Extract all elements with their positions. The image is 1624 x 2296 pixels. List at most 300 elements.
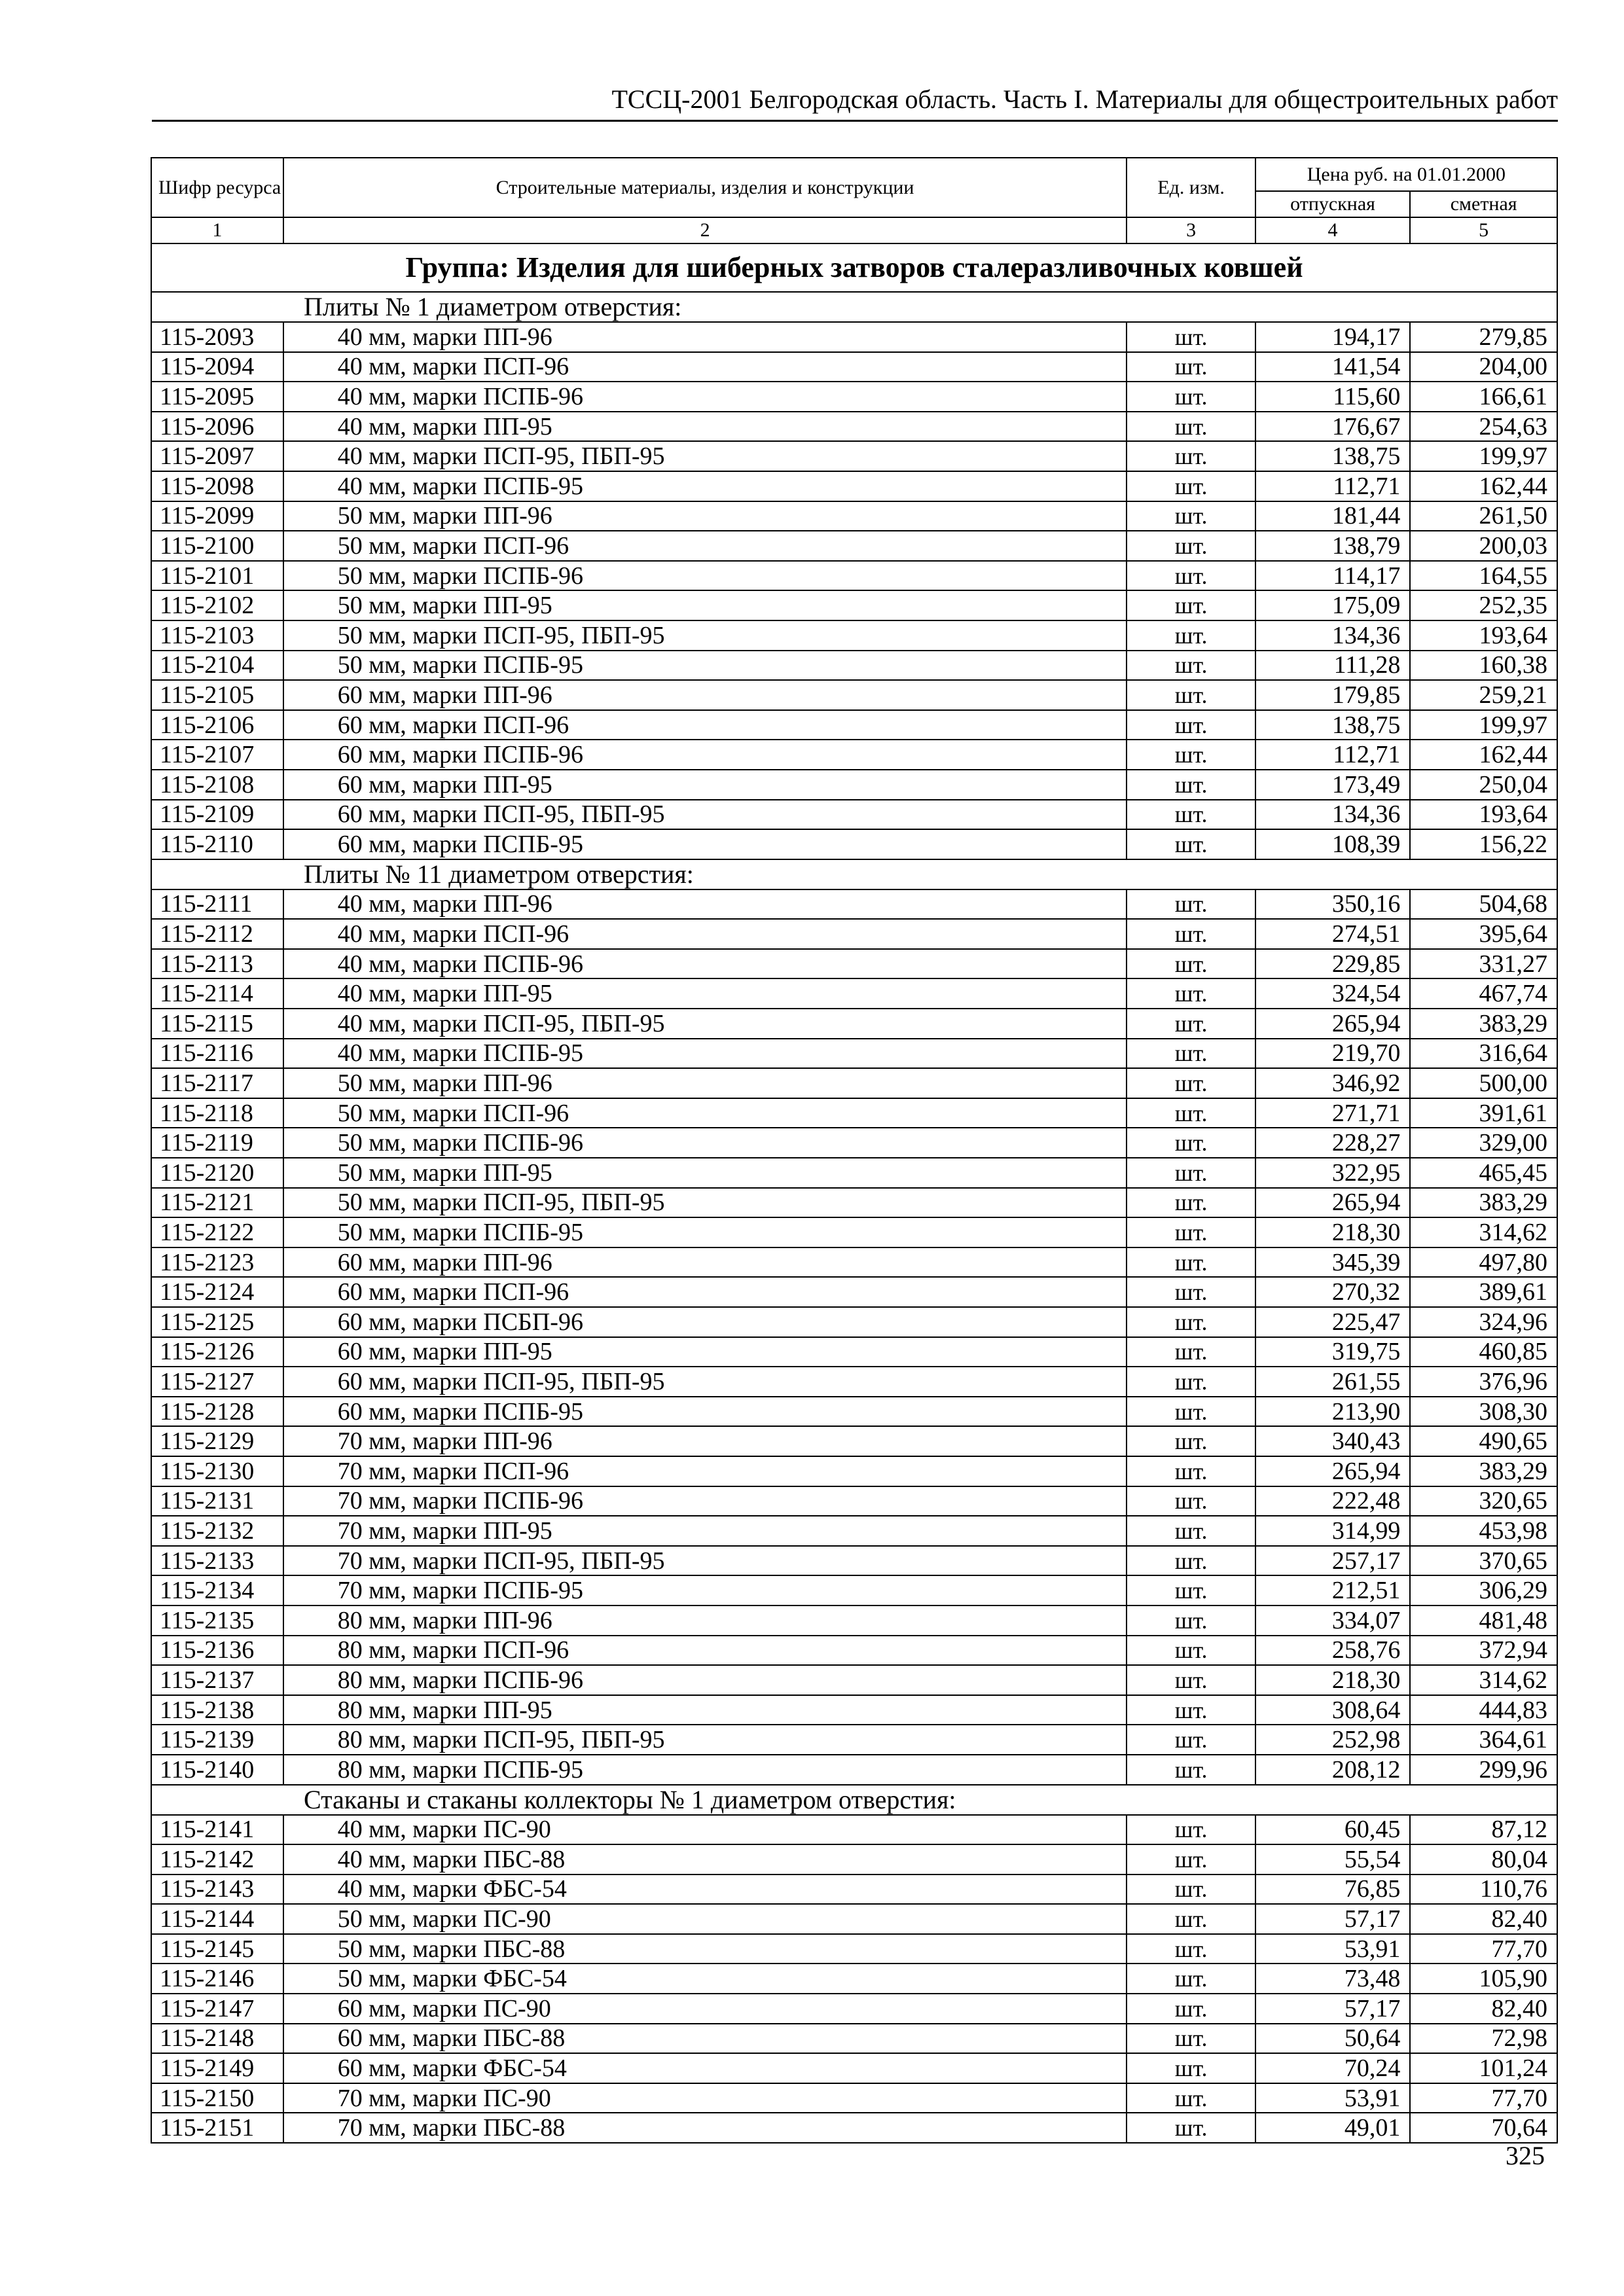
- material-name: 40 мм, марки ФБС-54: [283, 1874, 1127, 1905]
- unit-cell: шт.: [1127, 1605, 1255, 1636]
- material-name: 50 мм, марки ПСП-96: [283, 531, 1127, 561]
- table-row: [151, 471, 1557, 501]
- release-price: 53,91: [1255, 1934, 1411, 1964]
- release-price: 176,67: [1255, 412, 1411, 442]
- resource-code: 115-2106: [151, 710, 283, 740]
- header-release-price: отпускная: [1255, 191, 1411, 217]
- release-price: 345,39: [1255, 1247, 1411, 1278]
- table-row: [151, 382, 1557, 412]
- material-name: 60 мм, марки ПП-96: [283, 680, 1127, 710]
- material-name: 70 мм, марки ПСП-95, ПБП-95: [283, 1546, 1127, 1576]
- table-row: [151, 1755, 1557, 1785]
- material-name: 50 мм, марки ПСПБ-96: [283, 1128, 1127, 1158]
- unit-cell: шт.: [1127, 1815, 1255, 1845]
- unit-cell: шт.: [1127, 1516, 1255, 1546]
- estimate-price: 504,68: [1410, 889, 1557, 920]
- estimate-price: 259,21: [1410, 680, 1557, 710]
- unit-cell: шт.: [1127, 561, 1255, 591]
- estimate-price: 156,22: [1410, 829, 1557, 859]
- release-price: 134,36: [1255, 620, 1411, 651]
- header-title: ТССЦ-2001 Белгородская область. Часть I. Материалы для общестроительных работ: [611, 84, 1558, 114]
- table-row: [151, 1277, 1557, 1307]
- material-name: 80 мм, марки ПП-96: [283, 1605, 1127, 1636]
- material-name: 60 мм, марки ФБС-54: [283, 2053, 1127, 2083]
- estimate-price: 70,64: [1410, 2113, 1557, 2143]
- price-table: [151, 157, 1558, 2144]
- resource-code: 115-2150: [151, 2083, 283, 2113]
- resource-code: 115-2140: [151, 1755, 283, 1785]
- material-name: 70 мм, марки ПБС-88: [283, 2113, 1127, 2143]
- unit-cell: шт.: [1127, 651, 1255, 681]
- resource-code: 115-2115: [151, 1009, 283, 1039]
- material-name: 60 мм, марки ПСП-96: [283, 710, 1127, 740]
- material-name: 50 мм, марки ПСПБ-96: [283, 561, 1127, 591]
- resource-code: 115-2097: [151, 441, 283, 471]
- material-name: 60 мм, марки ПСБП-96: [283, 1307, 1127, 1337]
- unit-cell: шт.: [1127, 919, 1255, 949]
- release-price: 179,85: [1255, 680, 1411, 710]
- release-price: 208,12: [1255, 1755, 1411, 1785]
- release-price: 111,28: [1255, 651, 1411, 681]
- unit-cell: шт.: [1127, 1307, 1255, 1337]
- resource-code: 115-2151: [151, 2113, 283, 2143]
- estimate-price: 193,64: [1410, 800, 1557, 830]
- section-row: [151, 292, 1557, 322]
- table-row: [151, 1994, 1557, 2024]
- release-price: 138,75: [1255, 710, 1411, 740]
- resource-code: 115-2109: [151, 800, 283, 830]
- column-numbers-row: [151, 217, 1557, 243]
- resource-code: 115-2096: [151, 412, 283, 442]
- unit-cell: шт.: [1127, 1009, 1255, 1039]
- release-price: 57,17: [1255, 1994, 1411, 2024]
- page-number: 325: [1506, 2141, 1545, 2170]
- resource-code: 115-2143: [151, 1874, 283, 1905]
- estimate-price: 391,61: [1410, 1098, 1557, 1128]
- resource-code: 115-2104: [151, 651, 283, 681]
- release-price: 322,95: [1255, 1158, 1411, 1188]
- unit-cell: шт.: [1127, 1904, 1255, 1934]
- unit-cell: шт.: [1127, 1426, 1255, 1456]
- resource-code: 115-2133: [151, 1546, 283, 1576]
- release-price: 55,54: [1255, 1844, 1411, 1874]
- material-name: 70 мм, марки ПП-95: [283, 1516, 1127, 1546]
- estimate-price: 110,76: [1410, 1874, 1557, 1905]
- table-row: [151, 651, 1557, 681]
- material-name: 80 мм, марки ПСПБ-95: [283, 1755, 1127, 1785]
- unit-cell: шт.: [1127, 1158, 1255, 1188]
- resource-code: 115-2135: [151, 1605, 283, 1636]
- material-name: 80 мм, марки ПСП-95, ПБП-95: [283, 1725, 1127, 1755]
- unit-cell: шт.: [1127, 1277, 1255, 1307]
- estimate-price: 80,04: [1410, 1844, 1557, 1874]
- table-row: [151, 2053, 1557, 2083]
- release-price: 70,24: [1255, 2053, 1411, 2083]
- table-row: [151, 2113, 1557, 2143]
- release-price: 115,60: [1255, 382, 1411, 412]
- resource-code: 115-2121: [151, 1188, 283, 1218]
- table-header-row: [151, 158, 1557, 191]
- unit-cell: шт.: [1127, 1546, 1255, 1576]
- unit-cell: шт.: [1127, 382, 1255, 412]
- unit-cell: шт.: [1127, 800, 1255, 830]
- unit-cell: шт.: [1127, 322, 1255, 352]
- table-row: [151, 919, 1557, 949]
- material-name: 60 мм, марки ПСПБ-95: [283, 1397, 1127, 1427]
- table-row: [151, 1964, 1557, 1994]
- resource-code: 115-2137: [151, 1665, 283, 1695]
- estimate-price: 331,27: [1410, 949, 1557, 979]
- release-price: 334,07: [1255, 1605, 1411, 1636]
- release-price: 261,55: [1255, 1367, 1411, 1397]
- estimate-price: 467,74: [1410, 978, 1557, 1009]
- table-row: [151, 412, 1557, 442]
- release-price: 60,45: [1255, 1815, 1411, 1845]
- material-name: 50 мм, марки ПСП-95, ПБП-95: [283, 620, 1127, 651]
- section-row: [151, 1785, 1557, 1815]
- resource-code: 115-2129: [151, 1426, 283, 1456]
- resource-code: 115-2131: [151, 1486, 283, 1516]
- material-name: 70 мм, марки ПС-90: [283, 2083, 1127, 2113]
- unit-cell: шт.: [1127, 1725, 1255, 1755]
- material-name: 40 мм, марки ПП-95: [283, 978, 1127, 1009]
- material-name: 50 мм, марки ПП-95: [283, 1158, 1127, 1188]
- table-row: [151, 1456, 1557, 1486]
- material-name: 60 мм, марки ПСПБ-96: [283, 740, 1127, 770]
- section-label: Стаканы и стаканы коллекторы № 1 диаметром отверстия:: [151, 1785, 1557, 1815]
- material-name: 60 мм, марки ПСП-95, ПБП-95: [283, 1367, 1127, 1397]
- unit-cell: шт.: [1127, 2024, 1255, 2054]
- resource-code: 115-2149: [151, 2053, 283, 2083]
- estimate-price: 252,35: [1410, 590, 1557, 620]
- column-number: 2: [283, 217, 1127, 243]
- estimate-price: 77,70: [1410, 2083, 1557, 2113]
- table-row: [151, 1217, 1557, 1247]
- estimate-price: 166,61: [1410, 382, 1557, 412]
- table-row: [151, 322, 1557, 352]
- header-name: Строительные материалы, изделия и конструкции: [283, 158, 1127, 217]
- release-price: 212,51: [1255, 1575, 1411, 1605]
- resource-code: 115-2124: [151, 1277, 283, 1307]
- resource-code: 115-2123: [151, 1247, 283, 1278]
- unit-cell: шт.: [1127, 1188, 1255, 1218]
- material-name: 40 мм, марки ПСП-95, ПБП-95: [283, 441, 1127, 471]
- unit-cell: шт.: [1127, 1098, 1255, 1128]
- table-row: [151, 561, 1557, 591]
- material-name: 40 мм, марки ПС-90: [283, 1815, 1127, 1845]
- unit-cell: шт.: [1127, 978, 1255, 1009]
- table-row: [151, 1695, 1557, 1725]
- table-row: [151, 680, 1557, 710]
- unit-cell: шт.: [1127, 1665, 1255, 1695]
- resource-code: 115-2132: [151, 1516, 283, 1546]
- estimate-price: 162,44: [1410, 471, 1557, 501]
- release-price: 173,49: [1255, 770, 1411, 800]
- resource-code: 115-2138: [151, 1695, 283, 1725]
- table-row: [151, 1098, 1557, 1128]
- resource-code: 115-2134: [151, 1575, 283, 1605]
- header-unit: Ед. изм.: [1127, 158, 1255, 217]
- unit-cell: шт.: [1127, 1068, 1255, 1098]
- estimate-price: 383,29: [1410, 1009, 1557, 1039]
- unit-cell: шт.: [1127, 1217, 1255, 1247]
- material-name: 70 мм, марки ПСПБ-95: [283, 1575, 1127, 1605]
- resource-code: 115-2108: [151, 770, 283, 800]
- unit-cell: шт.: [1127, 680, 1255, 710]
- release-price: 219,70: [1255, 1039, 1411, 1069]
- material-name: 80 мм, марки ПП-95: [283, 1695, 1127, 1725]
- table-row: [151, 1367, 1557, 1397]
- column-number: 3: [1127, 217, 1255, 243]
- resource-code: 115-2113: [151, 949, 283, 979]
- estimate-price: 314,62: [1410, 1217, 1557, 1247]
- unit-cell: шт.: [1127, 2113, 1255, 2143]
- unit-cell: шт.: [1127, 770, 1255, 800]
- resource-code: 115-2095: [151, 382, 283, 412]
- estimate-price: 105,90: [1410, 1964, 1557, 1994]
- unit-cell: шт.: [1127, 441, 1255, 471]
- section-label: Плиты № 1 диаметром отверстия:: [151, 292, 1557, 322]
- table-row: [151, 1904, 1557, 1934]
- release-price: 308,64: [1255, 1695, 1411, 1725]
- release-price: 324,54: [1255, 978, 1411, 1009]
- release-price: 53,91: [1255, 2083, 1411, 2113]
- material-name: 60 мм, марки ПСПБ-95: [283, 829, 1127, 859]
- material-name: 50 мм, марки ПСПБ-95: [283, 651, 1127, 681]
- table-row: [151, 1337, 1557, 1367]
- unit-cell: шт.: [1127, 1755, 1255, 1785]
- unit-cell: шт.: [1127, 1695, 1255, 1725]
- release-price: 258,76: [1255, 1636, 1411, 1666]
- material-name: 40 мм, марки ПБС-88: [283, 1844, 1127, 1874]
- release-price: 252,98: [1255, 1725, 1411, 1755]
- unit-cell: шт.: [1127, 531, 1255, 561]
- table-row: [151, 1068, 1557, 1098]
- material-name: 70 мм, марки ПП-96: [283, 1426, 1127, 1456]
- material-name: 50 мм, марки ПП-96: [283, 1068, 1127, 1098]
- resource-code: 115-2112: [151, 919, 283, 949]
- material-name: 50 мм, марки ФБС-54: [283, 1964, 1127, 1994]
- material-name: 80 мм, марки ПСП-96: [283, 1636, 1127, 1666]
- unit-cell: шт.: [1127, 471, 1255, 501]
- estimate-price: 306,29: [1410, 1575, 1557, 1605]
- unit-cell: шт.: [1127, 1934, 1255, 1964]
- estimate-price: 453,98: [1410, 1516, 1557, 1546]
- release-price: 271,71: [1255, 1098, 1411, 1128]
- unit-cell: шт.: [1127, 1128, 1255, 1158]
- estimate-price: 329,00: [1410, 1128, 1557, 1158]
- material-name: 40 мм, марки ПП-95: [283, 412, 1127, 442]
- release-price: 112,71: [1255, 471, 1411, 501]
- table-row: [151, 1009, 1557, 1039]
- table-row: [151, 352, 1557, 382]
- release-price: 73,48: [1255, 1964, 1411, 1994]
- material-name: 40 мм, марки ПСП-96: [283, 352, 1127, 382]
- resource-code: 115-2102: [151, 590, 283, 620]
- resource-code: 115-2110: [151, 829, 283, 859]
- unit-cell: шт.: [1127, 1367, 1255, 1397]
- estimate-price: 314,62: [1410, 1665, 1557, 1695]
- release-price: 225,47: [1255, 1307, 1411, 1337]
- estimate-price: 199,97: [1410, 441, 1557, 471]
- material-name: 50 мм, марки ПС-90: [283, 1904, 1127, 1934]
- estimate-price: 497,80: [1410, 1247, 1557, 1278]
- group-title: Группа: Изделия для шиберных затворов сталеразливочных ковшей: [151, 243, 1557, 292]
- estimate-price: 199,97: [1410, 710, 1557, 740]
- estimate-price: 370,65: [1410, 1546, 1557, 1576]
- unit-cell: шт.: [1127, 1994, 1255, 2024]
- release-price: 270,32: [1255, 1277, 1411, 1307]
- release-price: 175,09: [1255, 590, 1411, 620]
- resource-code: 115-2142: [151, 1844, 283, 1874]
- unit-cell: шт.: [1127, 501, 1255, 531]
- table-row: [151, 1039, 1557, 1069]
- unit-cell: шт.: [1127, 2083, 1255, 2113]
- material-name: 50 мм, марки ПБС-88: [283, 1934, 1127, 1964]
- release-price: 134,36: [1255, 800, 1411, 830]
- release-price: 346,92: [1255, 1068, 1411, 1098]
- table-row: [151, 770, 1557, 800]
- section-row: [151, 859, 1557, 889]
- resource-code: 115-2144: [151, 1904, 283, 1934]
- resource-code: 115-2122: [151, 1217, 283, 1247]
- estimate-price: 490,65: [1410, 1426, 1557, 1456]
- release-price: 49,01: [1255, 2113, 1411, 2143]
- estimate-price: 481,48: [1410, 1605, 1557, 1636]
- resource-code: 115-2148: [151, 2024, 283, 2054]
- table-row: [151, 1665, 1557, 1695]
- material-name: 60 мм, марки ПСП-95, ПБП-95: [283, 800, 1127, 830]
- column-number: 4: [1255, 217, 1411, 243]
- table-row: [151, 590, 1557, 620]
- table-row: [151, 1934, 1557, 1964]
- release-price: 228,27: [1255, 1128, 1411, 1158]
- release-price: 138,75: [1255, 441, 1411, 471]
- resource-code: 115-2107: [151, 740, 283, 770]
- table-row: [151, 2024, 1557, 2054]
- unit-cell: шт.: [1127, 1636, 1255, 1666]
- resource-code: 115-2146: [151, 1964, 283, 1994]
- unit-cell: шт.: [1127, 620, 1255, 651]
- resource-code: 115-2145: [151, 1934, 283, 1964]
- resource-code: 115-2118: [151, 1098, 283, 1128]
- unit-cell: шт.: [1127, 1844, 1255, 1874]
- estimate-price: 395,64: [1410, 919, 1557, 949]
- resource-code: 115-2119: [151, 1128, 283, 1158]
- resource-code: 115-2128: [151, 1397, 283, 1427]
- header-estimate-price: сметная: [1410, 191, 1557, 217]
- unit-cell: шт.: [1127, 1456, 1255, 1486]
- running-header: [152, 81, 1558, 122]
- release-price: 218,30: [1255, 1217, 1411, 1247]
- release-price: 141,54: [1255, 352, 1411, 382]
- material-name: 40 мм, марки ПСПБ-96: [283, 949, 1127, 979]
- resource-code: 115-2098: [151, 471, 283, 501]
- estimate-price: 77,70: [1410, 1934, 1557, 1964]
- table-row: [151, 800, 1557, 830]
- material-name: 60 мм, марки ПС-90: [283, 1994, 1127, 2024]
- estimate-price: 200,03: [1410, 531, 1557, 561]
- estimate-price: 308,30: [1410, 1397, 1557, 1427]
- resource-code: 115-2101: [151, 561, 283, 591]
- material-name: 50 мм, марки ПСП-96: [283, 1098, 1127, 1128]
- material-name: 80 мм, марки ПСПБ-96: [283, 1665, 1127, 1695]
- resource-code: 115-2130: [151, 1456, 283, 1486]
- unit-cell: шт.: [1127, 1486, 1255, 1516]
- estimate-price: 82,40: [1410, 1994, 1557, 2024]
- column-number: 1: [151, 217, 283, 243]
- estimate-price: 164,55: [1410, 561, 1557, 591]
- unit-cell: шт.: [1127, 889, 1255, 920]
- material-name: 60 мм, марки ПСП-96: [283, 1277, 1127, 1307]
- release-price: 57,17: [1255, 1904, 1411, 1934]
- release-price: 265,94: [1255, 1009, 1411, 1039]
- table-row: [151, 1844, 1557, 1874]
- release-price: 138,79: [1255, 531, 1411, 561]
- resource-code: 115-2136: [151, 1636, 283, 1666]
- material-name: 50 мм, марки ПСПБ-95: [283, 1217, 1127, 1247]
- release-price: 314,99: [1255, 1516, 1411, 1546]
- unit-cell: шт.: [1127, 740, 1255, 770]
- estimate-price: 101,24: [1410, 2053, 1557, 2083]
- estimate-price: 383,29: [1410, 1188, 1557, 1218]
- material-name: 40 мм, марки ПСПБ-95: [283, 1039, 1127, 1069]
- estimate-price: 389,61: [1410, 1277, 1557, 1307]
- table-row: [151, 531, 1557, 561]
- unit-cell: шт.: [1127, 1575, 1255, 1605]
- table-row: [151, 1188, 1557, 1218]
- resource-code: 115-2127: [151, 1367, 283, 1397]
- table-row: [151, 1874, 1557, 1905]
- estimate-price: 72,98: [1410, 2024, 1557, 2054]
- unit-cell: шт.: [1127, 1247, 1255, 1278]
- release-price: 213,90: [1255, 1397, 1411, 1427]
- table-row: [151, 1397, 1557, 1427]
- material-name: 50 мм, марки ПСП-95, ПБП-95: [283, 1188, 1127, 1218]
- material-name: 40 мм, марки ПСПБ-96: [283, 382, 1127, 412]
- release-price: 108,39: [1255, 829, 1411, 859]
- estimate-price: 162,44: [1410, 740, 1557, 770]
- table-row: [151, 1725, 1557, 1755]
- resource-code: 115-2139: [151, 1725, 283, 1755]
- unit-cell: шт.: [1127, 352, 1255, 382]
- estimate-price: 324,96: [1410, 1307, 1557, 1337]
- material-name: 40 мм, марки ПСПБ-95: [283, 471, 1127, 501]
- table-row: [151, 2083, 1557, 2113]
- estimate-price: 465,45: [1410, 1158, 1557, 1188]
- unit-cell: шт.: [1127, 710, 1255, 740]
- header-code: Шифр ресурса: [151, 158, 283, 217]
- release-price: 194,17: [1255, 322, 1411, 352]
- estimate-price: 82,40: [1410, 1904, 1557, 1934]
- material-name: 60 мм, марки ПП-95: [283, 1337, 1127, 1367]
- resource-code: 115-2114: [151, 978, 283, 1009]
- release-price: 265,94: [1255, 1188, 1411, 1218]
- estimate-price: 372,94: [1410, 1636, 1557, 1666]
- estimate-price: 250,04: [1410, 770, 1557, 800]
- table-row: [151, 1307, 1557, 1337]
- material-name: 60 мм, марки ПП-95: [283, 770, 1127, 800]
- unit-cell: шт.: [1127, 1964, 1255, 1994]
- release-price: 222,48: [1255, 1486, 1411, 1516]
- material-name: 60 мм, марки ПБС-88: [283, 2024, 1127, 2054]
- unit-cell: шт.: [1127, 829, 1255, 859]
- table-row: [151, 710, 1557, 740]
- resource-code: 115-2141: [151, 1815, 283, 1845]
- table-row: [151, 949, 1557, 979]
- release-price: 257,17: [1255, 1546, 1411, 1576]
- column-number: 5: [1410, 217, 1557, 243]
